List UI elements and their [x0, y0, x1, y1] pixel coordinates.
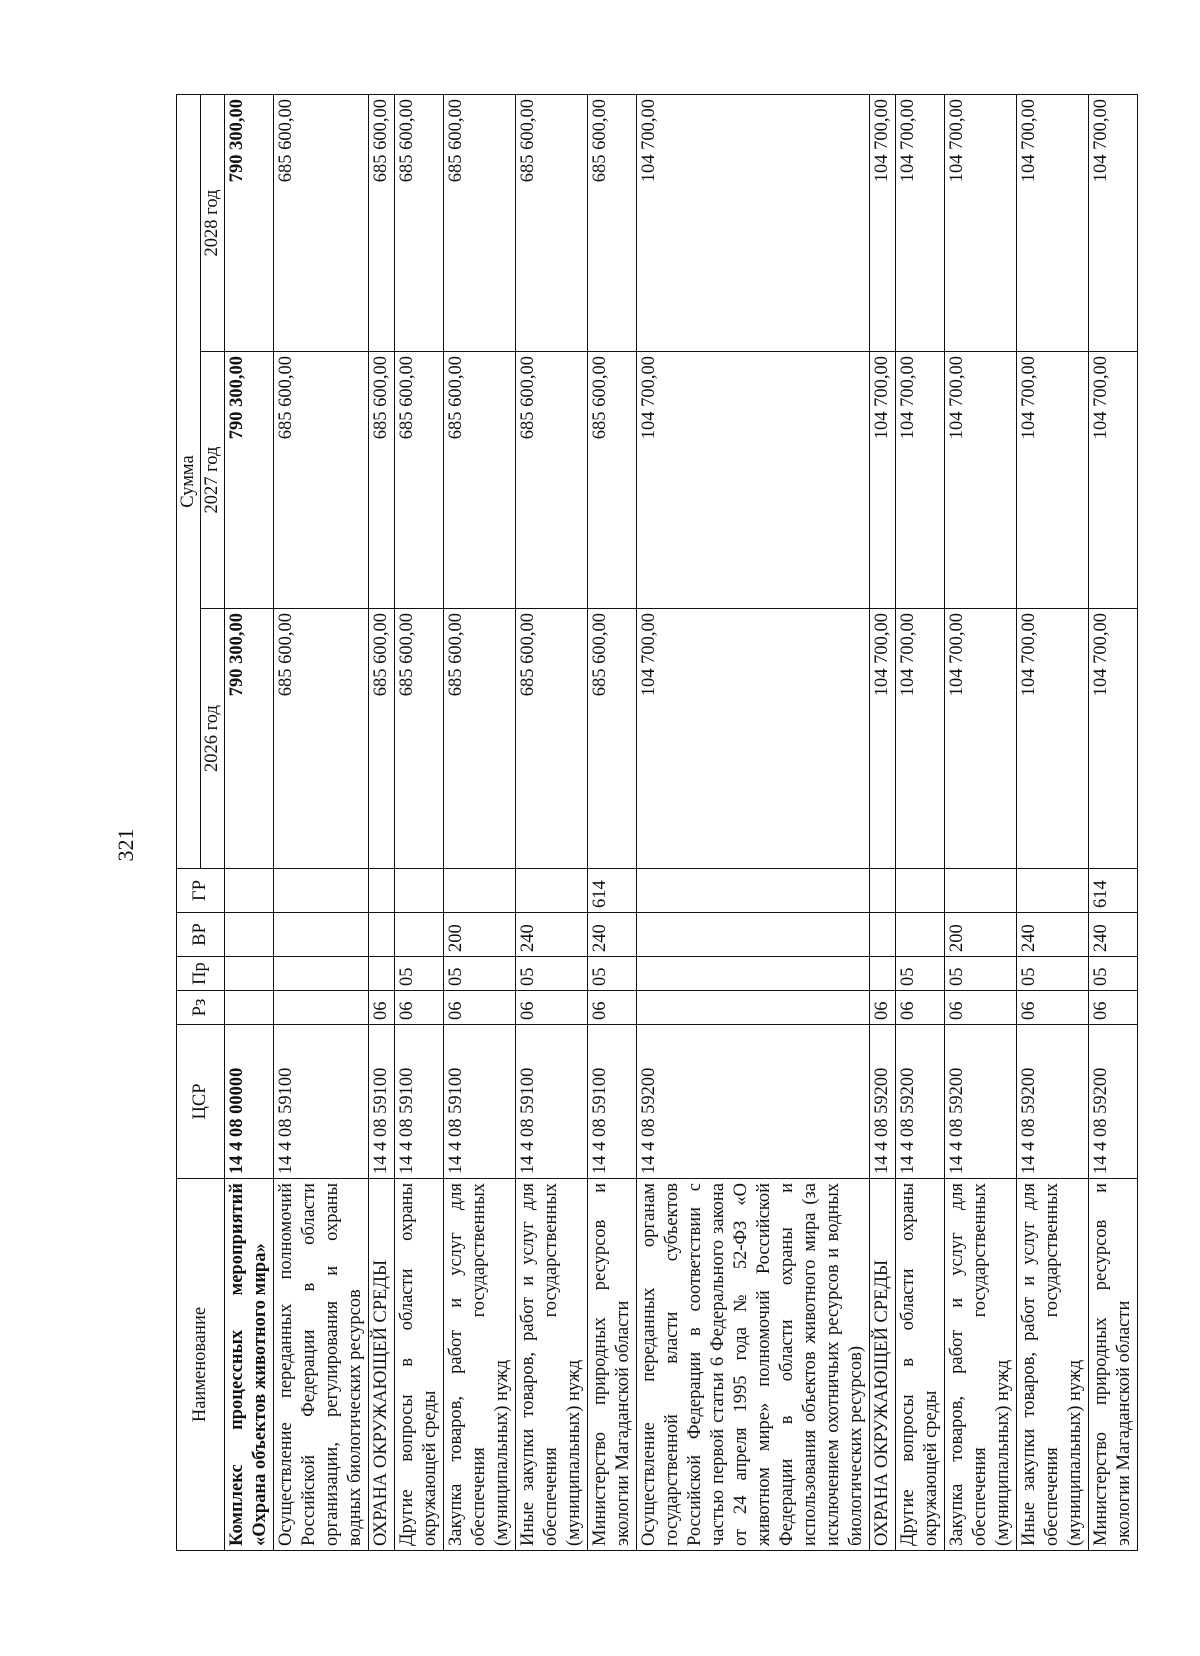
cell-amount-2027: 790 300,00	[225, 352, 274, 609]
budget-table-sheet	[176, 95, 1134, 1551]
cell-amount-2027: 104 700,00	[945, 352, 1017, 609]
cell-amount-2027: 685 600,00	[369, 352, 395, 609]
cell-amount-2026: 685 600,00	[369, 609, 395, 869]
cell-vr	[369, 913, 395, 957]
cell-name: Другие вопросы в области охраны окружающей среды	[395, 1179, 444, 1551]
cell-rz	[225, 991, 274, 1025]
cell-amount-2027: 104 700,00	[896, 352, 945, 609]
cell-pr: 05	[1089, 957, 1138, 991]
cell-vr: 240	[516, 913, 588, 957]
cell-amount-2028: 685 600,00	[395, 94, 444, 351]
cell-name: Иные закупки товаров, работ и услуг для обеспечения государственных (муниципальных) нужд	[516, 1179, 588, 1551]
table-row	[945, 94, 1017, 1550]
cell-rz: 06	[945, 991, 1017, 1025]
header-vr: ВР	[177, 913, 225, 957]
cell-rz: 06	[870, 991, 896, 1025]
table-row	[444, 94, 516, 1550]
cell-name: Министерство природных ресурсов и экологии Магаданской области	[588, 1179, 637, 1551]
cell-name: ОХРАНА ОКРУЖАЮЩЕЙ СРЕДЫ	[870, 1179, 896, 1551]
cell-csr: 14 4 08 59100	[516, 1025, 588, 1179]
cell-amount-2027: 685 600,00	[274, 352, 369, 609]
cell-amount-2028: 685 600,00	[516, 94, 588, 351]
cell-vr: 240	[588, 913, 637, 957]
cell-name: Другие вопросы в области охраны окружающей среды	[896, 1179, 945, 1551]
cell-pr: 05	[896, 957, 945, 991]
cell-amount-2028: 685 600,00	[369, 94, 395, 351]
cell-name: Комплекс процессных мероприятий «Охрана объектов животного мира»	[225, 1179, 274, 1551]
page-number: 321	[113, 828, 138, 862]
cell-pr	[225, 957, 274, 991]
table-row	[1089, 94, 1138, 1550]
cell-amount-2027: 104 700,00	[1017, 352, 1089, 609]
header-pr: Пр	[177, 957, 225, 991]
cell-amount-2027: 104 700,00	[1089, 352, 1138, 609]
cell-gr: 614	[1089, 869, 1138, 913]
cell-amount-2026: 790 300,00	[225, 609, 274, 869]
cell-gr	[225, 869, 274, 913]
cell-amount-2027: 104 700,00	[637, 352, 870, 609]
cell-amount-2026: 685 600,00	[444, 609, 516, 869]
table-row	[588, 94, 637, 1550]
cell-amount-2028: 790 300,00	[225, 94, 274, 351]
cell-rz: 06	[444, 991, 516, 1025]
cell-amount-2026: 104 700,00	[945, 609, 1017, 869]
cell-amount-2026: 104 700,00	[637, 609, 870, 869]
cell-amount-2028: 104 700,00	[896, 94, 945, 351]
cell-pr	[870, 957, 896, 991]
header-rz: Рз	[177, 991, 225, 1025]
header-sum: Сумма	[177, 94, 201, 868]
cell-rz	[274, 991, 369, 1025]
table-row	[1017, 94, 1089, 1550]
table-header	[177, 94, 225, 1550]
cell-csr: 14 4 08 59100	[588, 1025, 637, 1179]
cell-rz: 06	[1089, 991, 1138, 1025]
cell-gr	[274, 869, 369, 913]
cell-csr: 14 4 08 59100	[274, 1025, 369, 1179]
cell-rz: 06	[516, 991, 588, 1025]
cell-name: Закупка товаров, работ и услуг для обеспечения государственных (муниципальных) нужд	[444, 1179, 516, 1551]
cell-name: Иные закупки товаров, работ и услуг для обеспечения государственных (муниципальных) нужд	[1017, 1179, 1089, 1551]
cell-csr: 14 4 08 59100	[444, 1025, 516, 1179]
cell-vr: 240	[1017, 913, 1089, 957]
cell-csr: 14 4 08 59200	[637, 1025, 870, 1179]
table-row	[870, 94, 896, 1550]
cell-csr: 14 4 08 59100	[395, 1025, 444, 1179]
cell-amount-2028: 104 700,00	[1089, 94, 1138, 351]
cell-gr	[637, 869, 870, 913]
cell-gr	[395, 869, 444, 913]
cell-vr: 240	[1089, 913, 1138, 957]
cell-amount-2027: 685 600,00	[395, 352, 444, 609]
cell-amount-2026: 685 600,00	[516, 609, 588, 869]
cell-csr: 14 4 08 59200	[870, 1025, 896, 1179]
cell-vr	[395, 913, 444, 957]
cell-pr: 05	[395, 957, 444, 991]
cell-amount-2028: 685 600,00	[444, 94, 516, 351]
header-2027: 2027 год	[201, 352, 225, 609]
cell-name: ОХРАНА ОКРУЖАЮЩЕЙ СРЕДЫ	[369, 1179, 395, 1551]
cell-csr: 14 4 08 59200	[1017, 1025, 1089, 1179]
cell-vr	[225, 913, 274, 957]
table-row	[637, 94, 870, 1550]
cell-rz: 06	[369, 991, 395, 1025]
table-row	[369, 94, 395, 1550]
cell-name: Осуществление переданных полномочий Российской Федерации в области организации, регулирования и охраны водных биологических ресурсов	[274, 1179, 369, 1551]
cell-amount-2026: 104 700,00	[870, 609, 896, 869]
cell-amount-2027: 685 600,00	[588, 352, 637, 609]
cell-rz	[637, 991, 870, 1025]
cell-amount-2026: 685 600,00	[588, 609, 637, 869]
cell-pr	[274, 957, 369, 991]
cell-amount-2028: 104 700,00	[945, 94, 1017, 351]
cell-amount-2027: 104 700,00	[870, 352, 896, 609]
cell-csr: 14 4 08 00000	[225, 1025, 274, 1179]
cell-csr: 14 4 08 59200	[896, 1025, 945, 1179]
header-name: Наименование	[177, 1179, 225, 1551]
cell-amount-2028: 104 700,00	[1017, 94, 1089, 351]
cell-name: Осуществление переданных органам государственной власти субъектов Российской Федерации в соответствии с частью первой статьи 6 Федерального закона от 24 апреля 1995 года № 52-ФЗ «О животном мире» полномочий Российской Федерации в области охраны и использования объектов животного мира (за исключением охотничьих ресурсов и водных биологических ресурсов)	[637, 1179, 870, 1551]
cell-amount-2027: 685 600,00	[516, 352, 588, 609]
header-2028: 2028 год	[201, 94, 225, 351]
table-row	[395, 94, 444, 1550]
cell-amount-2026: 685 600,00	[395, 609, 444, 869]
cell-gr	[369, 869, 395, 913]
cell-pr: 05	[444, 957, 516, 991]
cell-amount-2026: 104 700,00	[896, 609, 945, 869]
table-row	[274, 94, 369, 1550]
cell-vr	[896, 913, 945, 957]
cell-csr: 14 4 08 59200	[1089, 1025, 1138, 1179]
cell-pr: 05	[1017, 957, 1089, 991]
cell-pr: 05	[945, 957, 1017, 991]
cell-gr	[945, 869, 1017, 913]
cell-amount-2026: 104 700,00	[1017, 609, 1089, 869]
cell-rz: 06	[896, 991, 945, 1025]
cell-name: Министерство природных ресурсов и экологии Магаданской области	[1089, 1179, 1138, 1551]
cell-vr	[637, 913, 870, 957]
header-gr: ГР	[177, 869, 225, 913]
cell-amount-2028: 104 700,00	[870, 94, 896, 351]
table-body	[225, 94, 1138, 1550]
cell-vr	[274, 913, 369, 957]
cell-vr: 200	[444, 913, 516, 957]
cell-gr: 614	[588, 869, 637, 913]
cell-amount-2028: 685 600,00	[274, 94, 369, 351]
cell-name: Закупка товаров, работ и услуг для обеспечения государственных (муниципальных) нужд	[945, 1179, 1017, 1551]
cell-gr	[870, 869, 896, 913]
cell-rz: 06	[588, 991, 637, 1025]
cell-amount-2027: 685 600,00	[444, 352, 516, 609]
cell-vr	[870, 913, 896, 957]
cell-csr: 14 4 08 59200	[945, 1025, 1017, 1179]
budget-table	[176, 94, 1138, 1551]
cell-amount-2028: 104 700,00	[637, 94, 870, 351]
cell-pr: 05	[588, 957, 637, 991]
cell-rz: 06	[1017, 991, 1089, 1025]
cell-amount-2028: 685 600,00	[588, 94, 637, 351]
cell-gr	[1017, 869, 1089, 913]
cell-rz: 06	[395, 991, 444, 1025]
cell-amount-2026: 104 700,00	[1089, 609, 1138, 869]
table-row	[896, 94, 945, 1550]
cell-gr	[896, 869, 945, 913]
cell-amount-2026: 685 600,00	[274, 609, 369, 869]
cell-gr	[516, 869, 588, 913]
header-2026: 2026 год	[201, 609, 225, 869]
table-row	[225, 94, 274, 1550]
cell-pr	[369, 957, 395, 991]
cell-pr	[637, 957, 870, 991]
cell-pr: 05	[516, 957, 588, 991]
cell-gr	[444, 869, 516, 913]
header-csr: ЦСР	[177, 1025, 225, 1179]
table-row	[516, 94, 588, 1550]
cell-csr: 14 4 08 59100	[369, 1025, 395, 1179]
cell-vr: 200	[945, 913, 1017, 957]
